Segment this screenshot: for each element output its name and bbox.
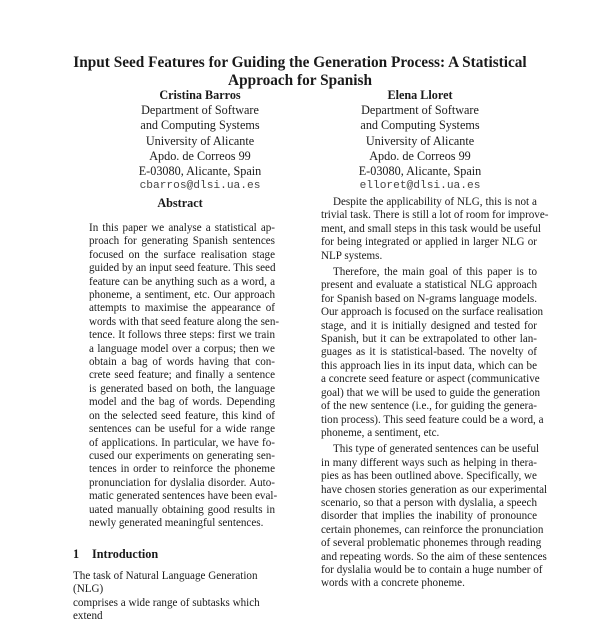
author-email: elloret@dlsi.ua.es (359, 180, 481, 193)
abstract-line: of applications. In particular, we have fo- (89, 436, 275, 449)
abstract-line: In this paper we analyse a statistical ap- (89, 222, 275, 234)
body-line: ment, and small steps in this task would be useful (321, 222, 542, 235)
section-number: 1 (73, 547, 80, 561)
author-affiliation-line: Department of Software (141, 103, 259, 118)
author-name: Elena Lloret (387, 88, 453, 102)
body-line: for dyslalia would be to contain a huge number of (321, 563, 543, 576)
body-line: scenario, so that a person with dyslalia, a speech (321, 496, 537, 509)
abstract-line: obtain a bag of words having that con- (89, 356, 275, 369)
author-block-1 (100, 88, 300, 194)
body-line: this approach lies in its input data, which can be (321, 359, 537, 372)
body-line: disorder that implies the inability of pronounce (321, 510, 537, 523)
body-line: and repeating words. So the aim of these sentences (321, 550, 547, 563)
body-line: words with a concrete phoneme. (321, 577, 465, 590)
paragraph (321, 196, 549, 263)
body-line: certain phonemes, can reinforce the pronunciation (321, 523, 544, 536)
body-line: stage, and it is initially designed and tested for (321, 319, 537, 332)
body-line: for being integrated or applied in larger NLG or (321, 236, 537, 249)
author-affiliation-line: Apdo. de Correos 99 (149, 148, 251, 163)
author-block-2 (320, 88, 520, 194)
abstract-line: words with that seed feature along the sen- (89, 315, 280, 328)
introduction-body (73, 570, 289, 624)
intro-line: comprises a wide range of subtasks which extend (73, 596, 260, 623)
author-name: Cristina Barros (159, 88, 241, 102)
abstract-line: crete seed feature; and finally a sentence (89, 369, 275, 382)
right-column (321, 196, 549, 594)
body-line: have chosen stories generation as our experimental (321, 483, 548, 496)
abstract-line: tence. It follows three steps: first we train (89, 329, 275, 342)
body-line: Therefore, the main goal of this paper is to (333, 266, 537, 279)
body-line: for Spanish based on N-grams language models. (321, 292, 537, 305)
body-line: guages as it is statistical-based. The novelty of (321, 346, 537, 359)
body-line: NLP systems. (321, 249, 383, 262)
abstract-line: on the selected seed feature, this kind of (89, 409, 275, 422)
abstract-line: proach for generating Spanish sentences (89, 235, 275, 248)
body-line: goal) that we will be used to guide the generation (321, 386, 541, 399)
abstract-line: attempts to maximise the appearance of (89, 302, 275, 315)
abstract-line: model and the bag of words. Depending (89, 396, 275, 409)
abstract-line: uated manually obtaining good results in (89, 503, 275, 516)
body-line: tion process). This seed feature could be a word, a (321, 413, 544, 426)
body-line: of several problematic phonemes through reading (321, 537, 542, 550)
section-heading-introduction (73, 547, 158, 562)
abstract-line: newly generated meaningful sentences. (89, 516, 264, 529)
abstract-line: feature can be anything such as a word, a (89, 275, 275, 288)
abstract-line: sentences can be useful for a wide range (89, 423, 275, 436)
author-affiliation-line: Department of Software (361, 103, 479, 118)
title-line-2: Approach for Spanish (228, 72, 372, 89)
body-line: This type of generated sentences can be useful (333, 443, 540, 456)
abstract-body (89, 222, 280, 530)
abstract-line: focused on the surface realisation stage (89, 248, 275, 261)
abstract-line: tences in order to reinforce the phoneme (89, 463, 275, 476)
abstract-line: matic generated sentences have been eval- (89, 490, 278, 503)
abstract-line: cused our experiments on generating sen- (89, 449, 275, 462)
author-affiliation-line: and Computing Systems (140, 118, 260, 133)
body-line: Spanish, but it can be extrapolated to other lan- (321, 333, 537, 346)
author-affiliation-line: Apdo. de Correos 99 (369, 148, 471, 163)
abstract-heading: Abstract (157, 196, 203, 210)
author-affiliation-line: University of Alicante (145, 133, 255, 148)
author-affiliation-line: E-03080, Alicante, Spain (138, 164, 262, 179)
body-line: in many different ways such as helping in thera- (321, 456, 537, 469)
body-line: phoneme, a sentiment, etc. (321, 426, 440, 439)
paragraph (321, 443, 548, 590)
body-line: Our approach is focused on the surface realisation (321, 306, 544, 319)
paper-title (40, 54, 560, 90)
section-title: Introduction (92, 547, 159, 561)
author-email: cbarros@dlsi.ua.es (139, 180, 261, 193)
author-affiliation-line: University of Alicante (365, 133, 475, 148)
abstract-line: is generated based on both, the language (89, 382, 275, 395)
body-line: present and evaluate a statistical NLG approach (321, 279, 537, 292)
abstract-line: guided by an input seed feature. This seed (89, 262, 276, 275)
body-line: Despite the applicability of NLG, this is not a (333, 196, 537, 208)
body-line: of the new sentence (i.e., for guiding the genera- (321, 400, 537, 413)
paragraph (321, 266, 544, 440)
body-line: a concrete seed feature or aspect (communicative (321, 373, 540, 386)
body-line: pies as has been outlined above. Specifically, we (321, 470, 537, 483)
title-line-1: Input Seed Features for Guiding the Generation Process: A Statistical (73, 54, 527, 71)
abstract-line: phoneme, a sentiment, etc. Our approach (89, 289, 275, 302)
abstract-line: pronunciation for dyslalia disorder. Auto- (89, 476, 275, 489)
body-line: trivial task. There is still a lot of room for improve- (321, 209, 549, 222)
abstract-line: a language model over a corpus; then we (89, 342, 275, 355)
author-affiliation-line: and Computing Systems (360, 118, 480, 133)
intro-line: The task of Natural Language Generation (NLG) (73, 570, 258, 596)
author-affiliation-line: E-03080, Alicante, Spain (358, 164, 482, 179)
